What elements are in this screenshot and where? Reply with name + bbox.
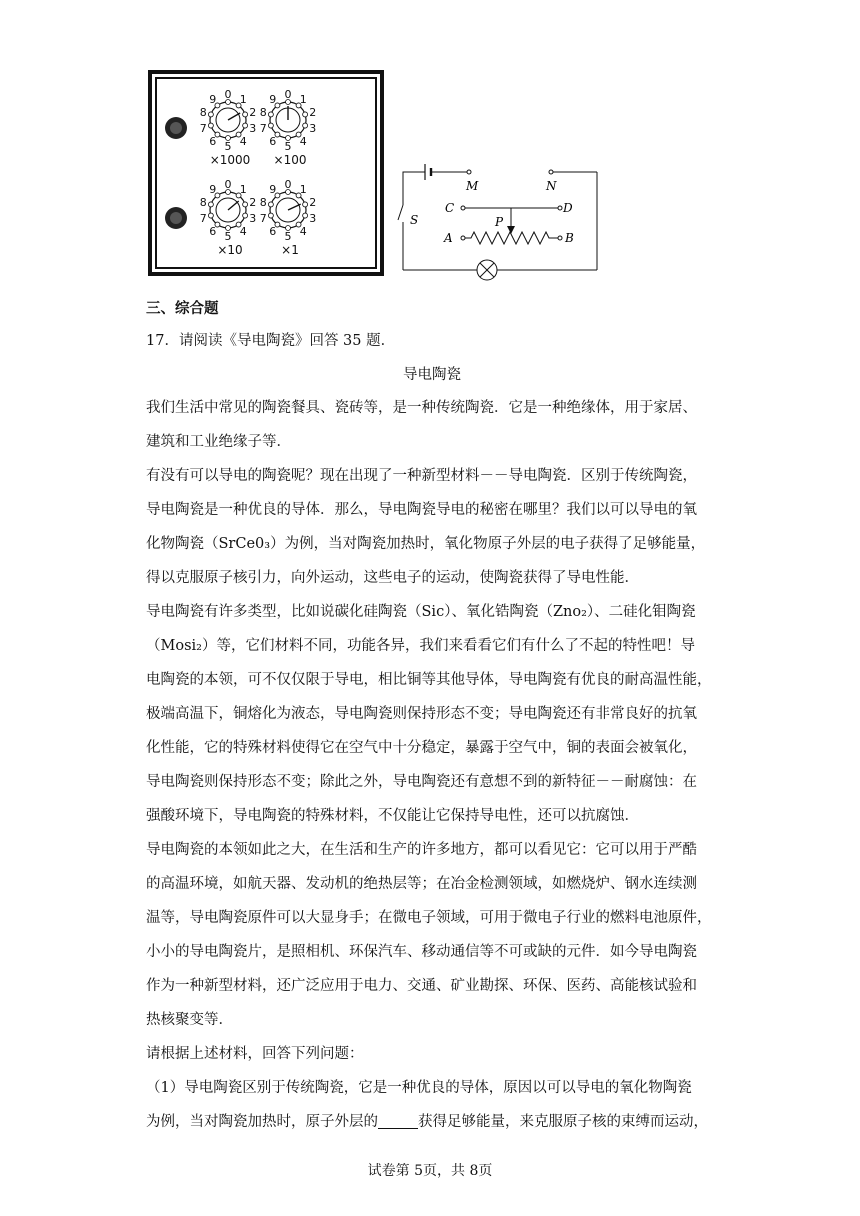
dial-multiplier: ×10 bbox=[217, 243, 243, 257]
dial-digit: 6 bbox=[269, 135, 277, 149]
answer-blank[interactable] bbox=[378, 1114, 418, 1129]
rheostat-icon bbox=[465, 232, 558, 244]
paragraph-line: 化物陶瓷（SrCe0₃）为例，当对陶瓷加热时，氧化物原子外层的电子获得了足够能量， bbox=[146, 536, 706, 552]
paragraph-line: 强酸环境下，导电陶瓷的特殊材料，不仅能让它保持导电性，还可以抗腐蚀． bbox=[146, 808, 639, 824]
terminal-n bbox=[549, 170, 553, 174]
label-n: N bbox=[546, 179, 557, 193]
paragraph-line: 请根据上述材料，回答下列问题： bbox=[146, 1046, 364, 1062]
dial-digit: 1 bbox=[299, 182, 307, 196]
dial-digit: 9 bbox=[209, 92, 217, 106]
resistance-box-svg bbox=[148, 70, 384, 276]
dial-digit: 5 bbox=[284, 230, 292, 243]
paragraph-line: 导电陶瓷的本领如此之大，在生活和生产的许多地方，都可以看见它：它可以用于严酷 bbox=[146, 842, 697, 858]
label-m: M bbox=[466, 179, 479, 193]
page-footer: 试卷第 5页，共 8页 bbox=[367, 1163, 493, 1179]
dial-digit: 1 bbox=[239, 182, 247, 196]
circuit-figure bbox=[395, 160, 605, 285]
paragraph-line: 导电陶瓷则保持形态不变；除此之外，导电陶瓷还有意想不到的新特征－－耐腐蚀：在 bbox=[146, 774, 697, 790]
dial-digit: 3 bbox=[249, 212, 257, 226]
dial-knob[interactable] bbox=[200, 178, 256, 257]
dial-digit: 3 bbox=[309, 212, 317, 226]
paragraph-line: 电陶瓷的本领，可不仅仅限于导电，相比铜等其他导体，导电陶瓷有优良的耐高温性能， bbox=[146, 672, 712, 688]
terminal-a bbox=[461, 236, 465, 240]
dial-digit: 8 bbox=[199, 195, 207, 209]
terminal-b bbox=[558, 236, 562, 240]
label-s: S bbox=[410, 213, 419, 227]
terminal-m bbox=[467, 170, 471, 174]
dial-digit: 3 bbox=[309, 122, 317, 136]
dial-digit: 1 bbox=[299, 92, 307, 106]
dial-digit: 2 bbox=[309, 195, 317, 209]
dial-knob[interactable] bbox=[260, 88, 316, 167]
dial-digit: 4 bbox=[239, 135, 247, 149]
paragraph-line: 建筑和工业绝缘子等． bbox=[146, 434, 291, 450]
label-c: C bbox=[445, 201, 455, 215]
section-title: 三、综合题 bbox=[146, 301, 219, 317]
dial-multiplier: ×1 bbox=[281, 243, 299, 257]
dial-digit: 8 bbox=[259, 195, 267, 209]
paragraph-line: 极端高温下，铜熔化为液态，导电陶瓷则保持形态不变；导电陶瓷还有非常良好的抗氧 bbox=[146, 706, 697, 722]
dial-digit: 4 bbox=[299, 225, 307, 239]
dial-digit: 0 bbox=[284, 88, 292, 101]
dial-multiplier: ×1000 bbox=[209, 153, 251, 167]
paragraph-line: 导电陶瓷有许多类型，比如说碳化硅陶瓷（Sic）、氧化锆陶瓷（Zno₂）、二硅化钼陶瓷 bbox=[146, 604, 696, 620]
dial-digit: 9 bbox=[269, 182, 277, 196]
paragraph-line: 小小的导电陶瓷片，是照相机、环保汽车、移动通信等不可或缺的元件．如今导电陶瓷 bbox=[146, 944, 697, 960]
dial-digit: 8 bbox=[259, 105, 267, 119]
dial-digit: 3 bbox=[249, 122, 257, 136]
dial-digit: 7 bbox=[199, 212, 207, 226]
dial-digit: 6 bbox=[269, 225, 277, 239]
terminal-icon bbox=[165, 117, 187, 139]
line-part: 获得足够能量，来克服原子核的束缚而运动， bbox=[418, 1114, 708, 1130]
dial-digit: 0 bbox=[284, 178, 292, 191]
paragraph-line: 作为一种新型材料，还广泛应用于电力、交通、矿业勘探、环保、医药、高能核试验和 bbox=[146, 978, 697, 994]
dial-multiplier: ×100 bbox=[273, 153, 307, 167]
dial-digit: 5 bbox=[224, 140, 232, 153]
label-d: D bbox=[563, 201, 573, 215]
switch-icon bbox=[398, 205, 403, 220]
line-part: 为例，当对陶瓷加热时，原子外层的 bbox=[146, 1114, 378, 1130]
dial-digit: 7 bbox=[259, 122, 267, 136]
dial-digit: 0 bbox=[224, 88, 232, 101]
label-a: A bbox=[444, 231, 453, 245]
dial-knob[interactable] bbox=[200, 88, 256, 167]
dial-digit: 5 bbox=[284, 140, 292, 153]
dial-digit: 0 bbox=[224, 178, 232, 191]
article-title: 导电陶瓷 bbox=[403, 367, 461, 383]
resistance-box-figure bbox=[148, 70, 384, 276]
paragraph-line: （1）导电陶瓷区别于传统陶瓷，它是一种优良的导体，原因以可以导电的氧化物陶瓷 bbox=[146, 1080, 692, 1096]
label-b: B bbox=[565, 231, 574, 245]
lamp-icon bbox=[477, 260, 497, 280]
dial-digit: 9 bbox=[269, 92, 277, 106]
dial-digit: 5 bbox=[224, 230, 232, 243]
dial-knob[interactable] bbox=[260, 178, 316, 257]
paragraph-line: 的高温环境，如航天器、发动机的绝热层等；在冶金检测领域，如燃烧炉、钢水连续测 bbox=[146, 876, 697, 892]
paragraph-line: 我们生活中常见的陶瓷餐具、瓷砖等，是一种传统陶瓷．它是一种绝缘体，用于家居、 bbox=[146, 400, 697, 416]
label-p: P bbox=[495, 215, 504, 229]
paragraph-line: 化性能，它的特殊材料使得它在空气中十分稳定，暴露于空气中，铜的表面会被氧化， bbox=[146, 740, 697, 756]
dial-digit: 7 bbox=[199, 122, 207, 136]
terminal-icon bbox=[165, 207, 187, 229]
paragraph-line: 热核聚变等． bbox=[146, 1012, 233, 1028]
circuit-svg bbox=[395, 160, 605, 285]
dial-digit: 2 bbox=[309, 105, 317, 119]
dial-digit: 8 bbox=[199, 105, 207, 119]
paragraph-line: 温等，导电陶瓷原件可以大显身手；在微电子领域，可用于微电子行业的燃料电池原件， bbox=[146, 910, 712, 926]
paragraph-line: 有没有可以导电的陶瓷呢？现在出现了一种新型材料－－导电陶瓷．区别于传统陶瓷， bbox=[146, 468, 697, 484]
dial-digit: 1 bbox=[239, 92, 247, 106]
dial-digit: 6 bbox=[209, 225, 217, 239]
question-intro: 17．请阅读《导电陶瓷》回答 35 题． bbox=[146, 333, 396, 349]
dial-digit: 7 bbox=[259, 212, 267, 226]
dial-digit: 6 bbox=[209, 135, 217, 149]
dial-digit: 2 bbox=[249, 105, 257, 119]
terminal-c bbox=[461, 206, 465, 210]
dial-digit: 4 bbox=[299, 135, 307, 149]
question-line-with-blank bbox=[146, 1113, 718, 1132]
paragraph-line: 得以克服原子核引力，向外运动，这些电子的运动，使陶瓷获得了导电性能． bbox=[146, 570, 639, 586]
paragraph-line: 导电陶瓷是一种优良的导体．那么，导电陶瓷导电的秘密在哪里？我们以可以导电的氧 bbox=[146, 502, 697, 518]
dial-digit: 2 bbox=[249, 195, 257, 209]
paragraph-line: （Mosi₂）等，它们材料不同，功能各异，我们来看看它们有什么了不起的特性吧！导 bbox=[146, 638, 695, 654]
dial-digit: 4 bbox=[239, 225, 247, 239]
dial-digit: 9 bbox=[209, 182, 217, 196]
terminal-d bbox=[558, 206, 562, 210]
